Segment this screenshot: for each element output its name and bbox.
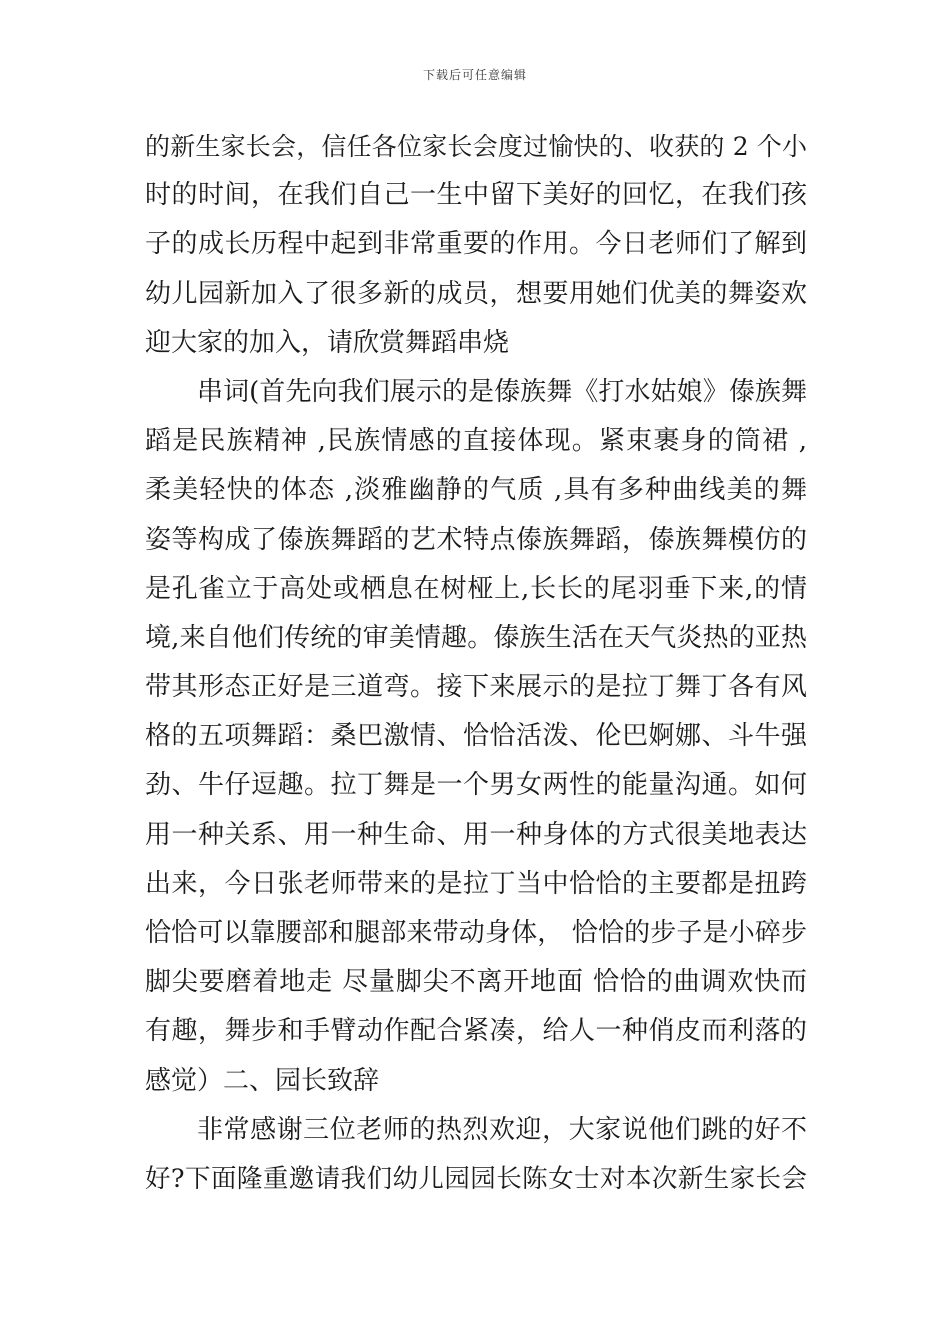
- text-line: 迎大家的加入，请欣赏舞蹈串烧: [145, 327, 510, 358]
- text-line: 用一种关系、用一种生命、用一种身体的方式很美地表达: [145, 819, 807, 850]
- text-line: 串词(首先向我们展示的是傣族舞《打水姑娘》傣族舞: [197, 376, 807, 407]
- text-line: 带其形态正好是三道弯。接下来展示的是拉丁舞丁各有风: [145, 672, 807, 703]
- page-header: 下载后可任意编辑: [422, 68, 527, 82]
- text-line: 境,来自他们传统的审美情趣。傣族生活在天气炎热的亚热: [145, 622, 807, 653]
- text-line: 时的时间，在我们自己一生中留下美好的回忆，在我们孩: [145, 180, 807, 211]
- text-line: 蹈是民族精神 ,民族情感的直接体现。紧束裹身的筒裙 ,: [145, 426, 807, 457]
- text-line: 是孔雀立于高处或栖息在树桠上,长长的尾羽垂下来,的情: [145, 573, 807, 604]
- document-body: [145, 122, 807, 1204]
- text-line: 格的五项舞蹈：桑巴激情、恰恰活泼、伦巴婀娜、斗牛强: [145, 721, 807, 752]
- text-line: 柔美轻快的体态 ,淡雅幽静的气质 ,具有多种曲线美的舞: [145, 475, 807, 506]
- text-line: 幼儿园新加入了很多新的成员，想要用她们优美的舞姿欢: [145, 278, 807, 309]
- text-line: 脚尖要磨着地走 尽量脚尖不离开地面 恰恰的曲调欢快而: [145, 967, 807, 998]
- text-line: 姿等构成了傣族舞蹈的艺术特点傣族舞蹈，傣族舞模仿的: [145, 524, 807, 555]
- text-line: 恰恰可以靠腰部和腿部来带动身体， 恰恰的步子是小碎步: [145, 918, 807, 948]
- text-line: 的新生家长会，信任各位家长会度过愉快的、收获的 2 个小: [145, 132, 807, 161]
- text-line: 劲、牛仔逗趣。拉丁舞是一个男女两性的能量沟通。如何: [145, 770, 807, 801]
- text-line: 非常感谢三位老师的热烈欢迎，大家说他们跳的好不: [197, 1114, 807, 1145]
- text-line: 子的成长历程中起到非常重要的作用。今日老师们了解到: [145, 229, 807, 260]
- text-line: 有趣，舞步和手臂动作配合紧凑，给人一种俏皮而利落的: [145, 1016, 807, 1047]
- text-line: 感觉）二、园长致辞: [145, 1065, 380, 1096]
- text-line: 出来，今日张老师带来的是拉丁当中恰恰的主要都是扭跨: [145, 868, 807, 899]
- text-line: 好?下面隆重邀请我们幼儿园园长陈女士对本次新生家长会: [145, 1163, 807, 1194]
